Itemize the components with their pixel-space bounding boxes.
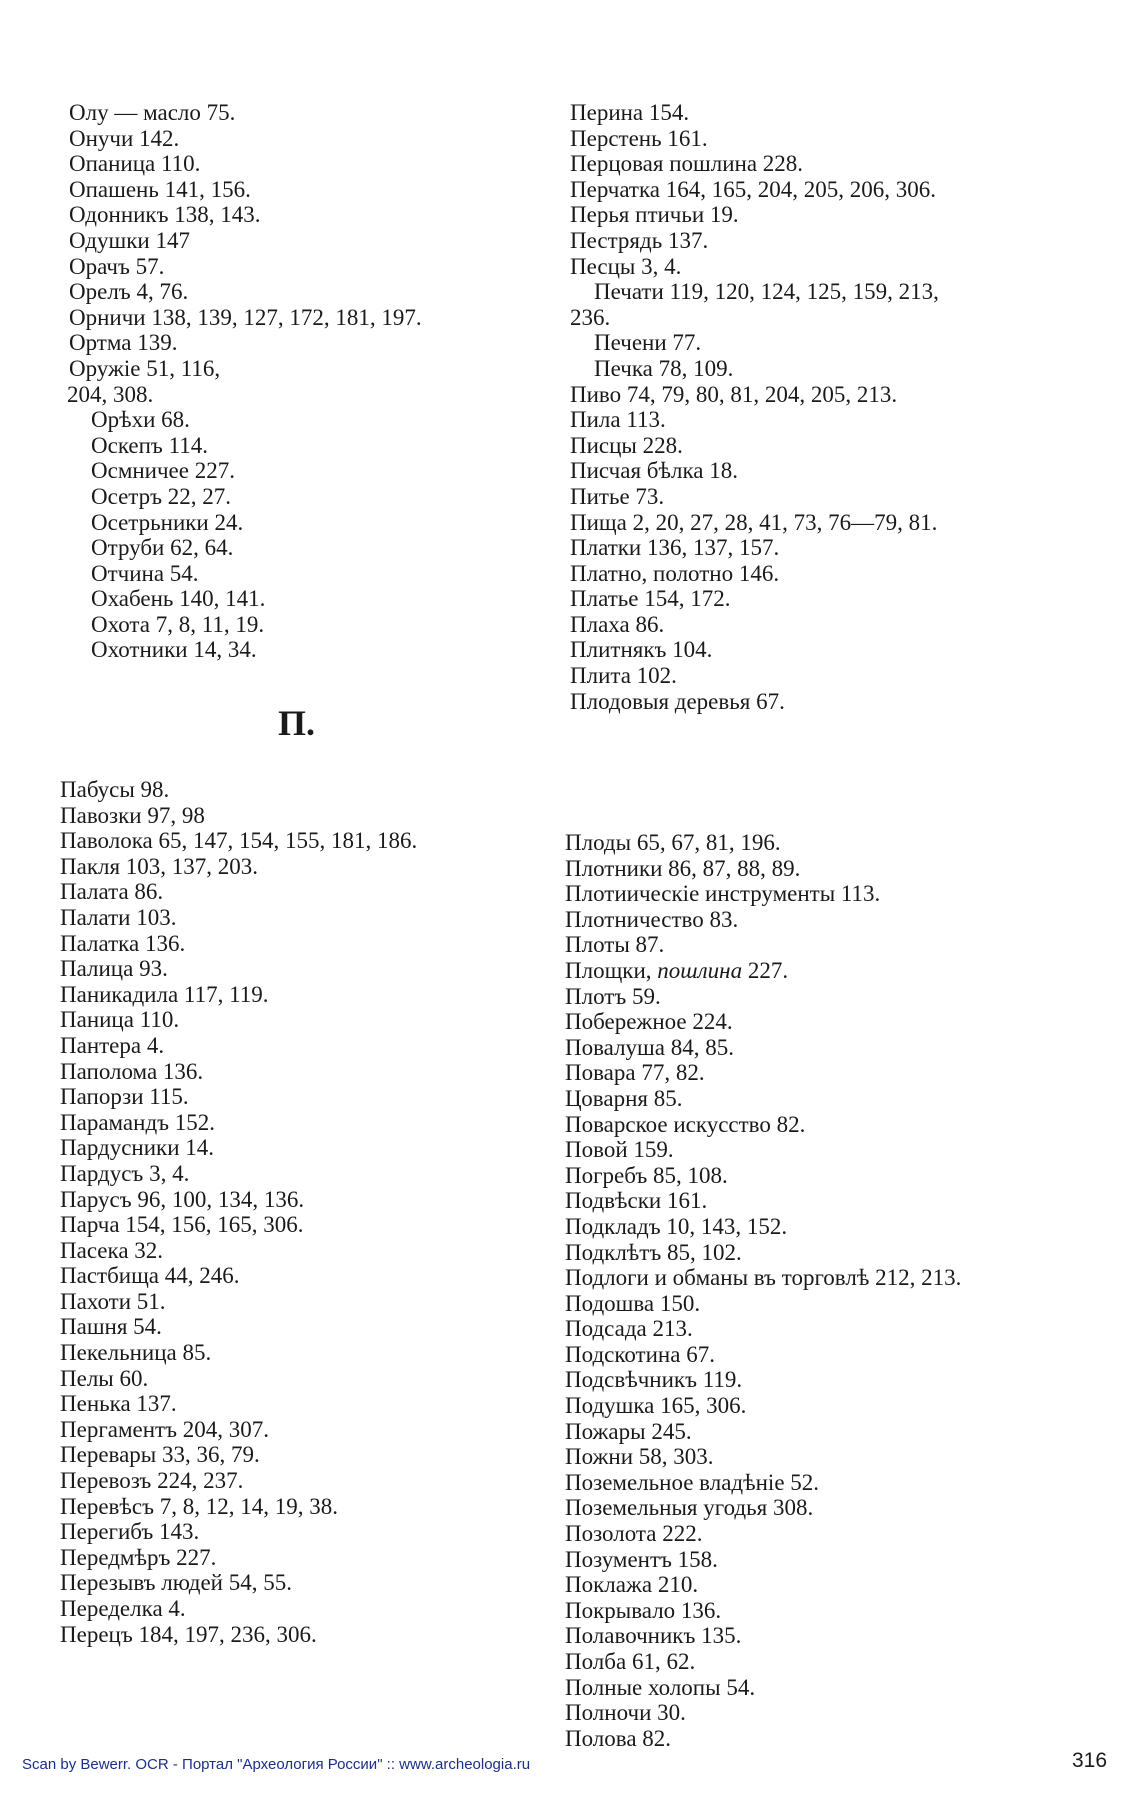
index-entry: Покрывало 136. xyxy=(565,1597,722,1623)
index-entry: Осетрьники 24. xyxy=(91,509,244,535)
index-entry: Повара 77, 82. xyxy=(565,1060,705,1086)
index-entry: Палати 103. xyxy=(60,904,177,930)
page-number: 316 xyxy=(1072,1749,1108,1772)
index-entry: Плоты 87. xyxy=(565,932,665,958)
index-entry: Одонникъ 138, 143. xyxy=(69,202,261,228)
index-entry: Плотъ 59. xyxy=(565,983,661,1009)
index-entry-continuation: 204, 308. xyxy=(67,381,154,407)
index-entry: Подлоги и обманы въ торговлѣ 212, 213. xyxy=(565,1265,962,1291)
index-entry: Поземельныя угодья 308. xyxy=(565,1495,814,1521)
index-entry: Перевѣсъ 7, 8, 12, 14, 19, 38. xyxy=(60,1493,338,1519)
index-entry: Полавочникъ 135. xyxy=(565,1623,742,1649)
index-entry: Орничи 138, 139, 127, 172, 181, 197. xyxy=(69,304,422,330)
index-entry-continuation: 236. xyxy=(570,304,611,330)
index-entry: Поземельное владѣніе 52. xyxy=(565,1469,820,1495)
index-entry: Онучи 142. xyxy=(69,125,180,151)
index-entry-italic-note: пошлина xyxy=(657,957,743,983)
index-entry: Пекельница 85. xyxy=(60,1340,212,1366)
section-letter-heading: П. xyxy=(278,703,316,743)
index-entry: Платки 136, 137, 157. xyxy=(570,535,780,561)
index-entry: Осмничее 227. xyxy=(91,458,235,484)
index-entry: Парча 154, 156, 165, 306. xyxy=(60,1212,304,1238)
index-entry: Погребъ 85, 108. xyxy=(565,1162,728,1188)
index-entry: Печени 77. xyxy=(594,330,702,356)
index-entry: Песцы 3, 4. xyxy=(570,253,682,279)
index-entry: Повой 159. xyxy=(565,1137,674,1163)
index-entry: Папорзи 115. xyxy=(60,1084,189,1110)
index-entry: Передмѣръ 227. xyxy=(60,1544,217,1570)
index-entry-pages: 227. xyxy=(742,957,789,983)
index-entry: Орачъ 57. xyxy=(69,253,165,279)
index-entry: Паница 110. xyxy=(60,1007,180,1033)
index-entry: Подклѣтъ 85, 102. xyxy=(565,1239,742,1265)
index-entry: Пашня 54. xyxy=(60,1314,162,1340)
index-column-upper-right xyxy=(570,100,1090,714)
index-entry: Полба 61, 62. xyxy=(565,1649,696,1674)
index-entry: Палата 86. xyxy=(60,879,164,905)
index-entry: Подушка 165, 306. xyxy=(565,1393,747,1419)
index-entry: Паполома 136. xyxy=(60,1058,204,1084)
index-entry: Пакля 103, 137, 203. xyxy=(60,853,259,879)
index-entry: Цоварня 85. xyxy=(565,1085,683,1111)
index-entry: Пиво 74, 79, 80, 81, 204, 205, 213. xyxy=(570,381,898,407)
index-entry: Полные холопы 54. xyxy=(565,1674,756,1700)
index-entry: Орелъ 4, 76. xyxy=(69,279,189,305)
index-entry xyxy=(565,958,1085,984)
index-entry: Перезывъ людей 54, 55. xyxy=(60,1570,292,1596)
index-entry: Повалуша 84, 85. xyxy=(565,1034,734,1060)
index-entry: Позументъ 158. xyxy=(565,1546,718,1572)
index-entry: Подсвѣчникъ 119. xyxy=(565,1367,743,1393)
index-entry: Полночи 30. xyxy=(565,1700,686,1726)
index-entry: Охота 7, 8, 11, 19. xyxy=(91,611,265,637)
index-entry: Пестрядь 137. xyxy=(570,227,709,253)
index-entry: Пелы 60. xyxy=(60,1365,149,1391)
index-entry: Поклажа 210. xyxy=(565,1572,699,1598)
index-entry-term: Площки, xyxy=(565,957,658,983)
index-entry: Пардусъ 3, 4. xyxy=(60,1160,190,1186)
index-entry: Пастбища 44, 246. xyxy=(60,1263,240,1289)
index-entry: Пожни 58, 303. xyxy=(565,1444,714,1470)
index-entry: Перегибъ 143. xyxy=(60,1519,200,1545)
index-entry: Опашень 141, 156. xyxy=(69,176,251,202)
index-entry: Перцовая пошлина 228. xyxy=(570,151,804,177)
index-entry: Плотники 86, 87, 88, 89. xyxy=(565,855,801,881)
index-entry: Пабусы 98. xyxy=(60,777,170,802)
index-entry: Отчина 54. xyxy=(91,560,199,586)
index-entry: Платно, полотно 146. xyxy=(570,560,780,586)
index-entry: Охабень 140, 141. xyxy=(91,586,266,612)
index-entry: Плодовыя деревья 67. xyxy=(570,688,785,714)
index-entry: Платье 154, 172. xyxy=(570,586,731,612)
index-entry: Паволока 65, 147, 154, 155, 181, 186. xyxy=(60,828,418,854)
index-entry: Парусъ 96, 100, 134, 136. xyxy=(60,1186,305,1212)
index-entry: Полова 82. xyxy=(565,1725,672,1751)
index-entry: Оскепъ 114. xyxy=(91,432,208,458)
index-entry: Подскотина 67. xyxy=(565,1341,715,1367)
index-entry: Осетръ 22, 27. xyxy=(91,483,232,509)
index-entry: Писцы 228. xyxy=(570,432,683,458)
index-entry: Пергаментъ 204, 307. xyxy=(60,1416,269,1442)
index-entry: Перина 154. xyxy=(570,100,690,125)
index-entry: Печати 119, 120, 124, 125, 159, 213, xyxy=(594,279,939,305)
index-entry: Пасека 32. xyxy=(60,1237,164,1263)
index-entry: Павозки 97, 98 xyxy=(60,802,205,828)
index-entry: Подошва 150. xyxy=(565,1290,701,1316)
index-entry: Подвѣски 161. xyxy=(565,1188,708,1214)
index-entry: Подкладъ 10, 143, 152. xyxy=(565,1213,788,1239)
index-entry: Олу — масло 75. xyxy=(69,100,236,125)
index-entry: Перевары 33, 36, 79. xyxy=(60,1442,260,1468)
index-entry: Пила 113. xyxy=(570,407,666,433)
index-entry: Поварское искусство 82. xyxy=(565,1111,806,1137)
index-entry: Перевозъ 224, 237. xyxy=(60,1468,244,1494)
index-entry: Орѣхи 68. xyxy=(91,407,190,433)
index-entry: Пардусники 14. xyxy=(60,1135,215,1161)
index-entry: Отруби 62, 64. xyxy=(91,535,234,561)
index-entry: Пища 2, 20, 27, 28, 41, 73, 76—79, 81. xyxy=(570,509,938,535)
index-entry: Писчая бѣлка 18. xyxy=(570,458,738,484)
index-entry: Питье 73. xyxy=(570,483,665,509)
index-entry: Плоды 65, 67, 81, 196. xyxy=(565,830,781,855)
index-entry: Палица 93. xyxy=(60,956,168,982)
index-column-lower-left xyxy=(60,777,560,1647)
index-column-upper-left xyxy=(69,100,549,663)
index-entry: Пенька 137. xyxy=(60,1391,177,1417)
index-entry: Охотники 14, 34. xyxy=(91,637,257,663)
index-entry: Оружіе 51, 116, xyxy=(69,355,221,381)
index-entry: Позолота 222. xyxy=(565,1521,703,1547)
index-entry: Плотиическіе инструменты 113. xyxy=(565,881,881,907)
index-entry: Пахоти 51. xyxy=(60,1288,166,1314)
index-entry: Палатка 136. xyxy=(60,930,186,956)
index-entry: Подсада 213. xyxy=(565,1316,693,1342)
index-entry: Парамандъ 152. xyxy=(60,1109,216,1135)
index-entry: Печка 78, 109. xyxy=(594,355,734,381)
index-entry: Плитнякъ 104. xyxy=(570,637,713,663)
index-entry: Опаница 110. xyxy=(69,151,201,177)
index-entry: Паникадила 117, 119. xyxy=(60,981,269,1007)
scan-credit-footer: Scan by Bewerr. OCR - Портал "Археология России" :: www.archeologia.ru xyxy=(22,1756,531,1773)
index-entry: Плотничество 83. xyxy=(565,906,739,932)
index-entry: Перецъ 184, 197, 236, 306. xyxy=(60,1621,317,1647)
index-entry: Одушки 147 xyxy=(69,227,190,253)
index-entry: Пожары 245. xyxy=(565,1418,692,1444)
index-entry: Побережное 224. xyxy=(565,1009,733,1035)
index-entry: Перстень 161. xyxy=(570,125,708,151)
index-entry: Плита 102. xyxy=(570,663,677,689)
index-entry: Перья птичьи 19. xyxy=(570,202,739,228)
index-column-lower-right xyxy=(565,830,1085,1751)
index-entry: Пантера 4. xyxy=(60,1032,165,1058)
index-entry: Ортма 139. xyxy=(69,330,178,356)
index-entry: Переделка 4. xyxy=(60,1596,186,1621)
index-entry: Плаха 86. xyxy=(570,611,665,637)
index-entry: Перчатка 164, 165, 204, 205, 206, 306. xyxy=(570,176,937,202)
